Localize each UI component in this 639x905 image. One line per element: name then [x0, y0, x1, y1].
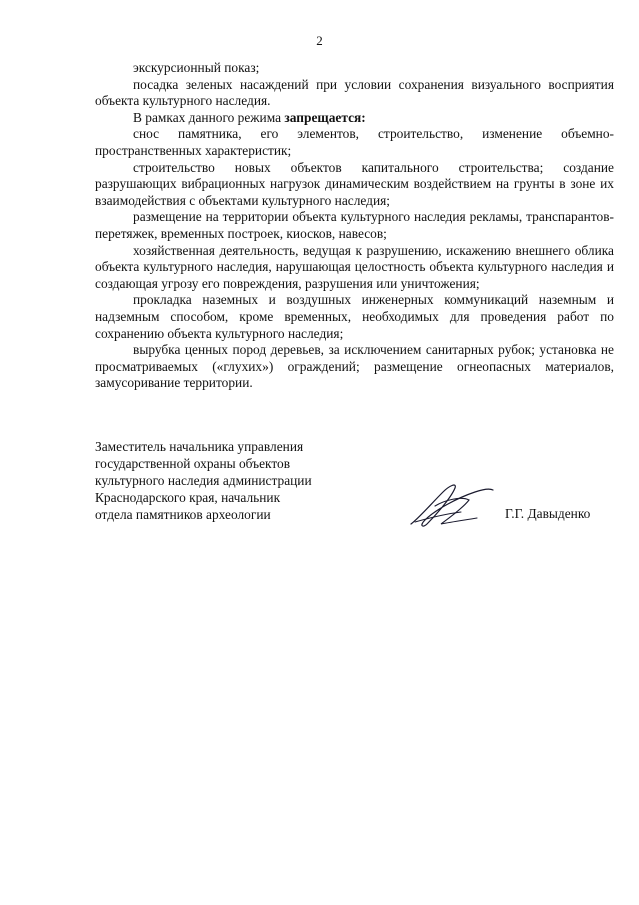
prohibition-item: хозяйственная деятельность, ведущая к разрушению, искажению внешнего облика объекта культурного наследия, нарушающая целостность объекта культурного наследия и создающая угрозу его повреждения, разрушения или уничтожения; [95, 242, 614, 291]
signature-position [95, 438, 365, 523]
position-line: Заместитель начальника управления [95, 439, 304, 454]
prohibition-item: вырубка ценных пород деревьев, за исключением санитарных рубок; установка не просматриваемых («глухих») ограждений; размещение огнеопасных материалов, замусоривание территории. [95, 342, 614, 391]
prohibition-keyword: запрещается: [284, 109, 366, 125]
prohibition-intro-text: В рамках данного режима [133, 109, 285, 125]
page-number: 2 [316, 33, 323, 48]
position-line: отдела памятников археологии [95, 507, 271, 522]
signer-name: Г.Г. Давыденко [505, 506, 591, 521]
prohibition-item: строительство новых объектов капитального строительства; создание разрушающих вибрационных нагрузок динамическим воздействием на грунты в зоне их взаимодействия с объектами культурного наследия; [95, 159, 614, 208]
paragraph: экскурсионный показ; [133, 60, 260, 75]
prohibition-intro [95, 110, 614, 127]
document-body [95, 60, 614, 392]
position-line: государственной охраны объектов [95, 456, 291, 471]
paragraph: посадка зеленых насаждений при условии сохранения визуального восприятия объекта культурного наследия. [95, 76, 614, 109]
prohibition-item: прокладка наземных и воздушных инженерных коммуникаций наземным и надземным способом, кроме временных, необходимых для проведения работ по сохранению объекта культурного наследия; [95, 292, 614, 341]
prohibition-item: размещение на территории объекта культурного наследия рекламы, транспарантов-перетяжек, временных построек, киосков, навесов; [95, 209, 614, 241]
prohibition-item: снос памятника, его элементов, строительство, изменение объемно-пространственных характеристик; [95, 126, 614, 158]
handwritten-signature [405, 478, 495, 530]
position-line: культурного наследия администрации [95, 473, 312, 488]
position-line: Краснодарского края, начальник [95, 490, 281, 505]
